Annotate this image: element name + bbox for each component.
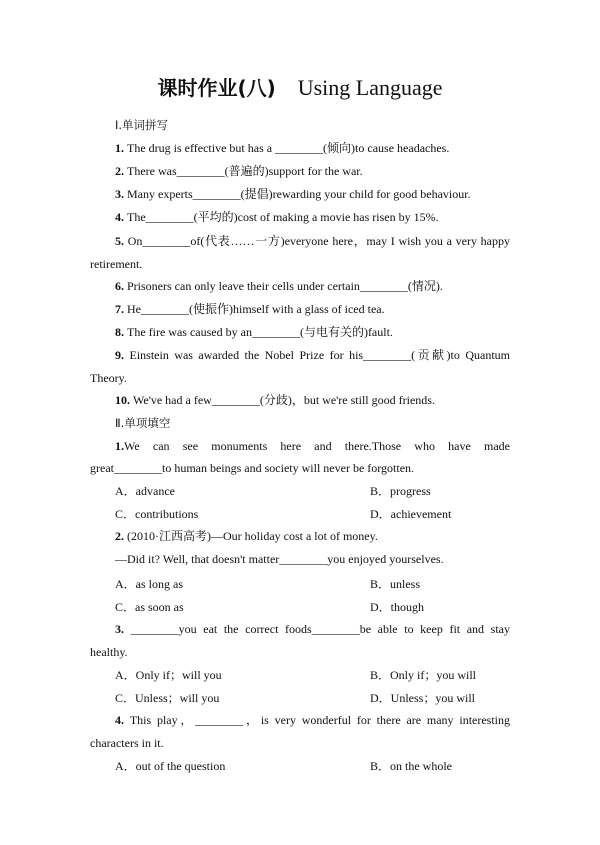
section-1-heading: Ⅰ.单词拼写 (115, 118, 169, 132)
list-item: 4. The________(平均的)cost of making a movie has risen by 15%. (115, 210, 439, 224)
option-d[interactable]: D．achievement (370, 507, 452, 521)
list-item: 1. The drug is effective but has a ________(倾向)to cause headaches. (115, 141, 450, 155)
option-c[interactable]: C．contributions (115, 507, 199, 521)
option-a[interactable]: A．Only if；will you (115, 668, 222, 682)
question-3-continuation: healthy. (90, 645, 128, 659)
option-c[interactable]: C．as soon as (115, 600, 184, 614)
option-c[interactable]: C．Unless；will you (115, 691, 220, 705)
list-item: 10. We've had a few________(分歧)，but we're still good friends. (115, 393, 435, 407)
question-1-continuation: great________to human beings and society will never be forgotten. (90, 461, 415, 475)
list-item: 6. Prisoners can only leave their cells under certain________(情况). (115, 279, 443, 293)
list-item: 9. Einstein was awarded the Nobel Prize for his________(贡献)to Quantum (115, 348, 510, 362)
title-chinese: 课时作业(八) (157, 76, 276, 100)
page-title (0, 72, 600, 101)
list-item-continuation: retirement. (90, 257, 143, 271)
section-2-heading: Ⅱ.单项填空 (115, 416, 171, 430)
question-3: 3. ________you eat the correct foods________be able to keep fit and stay (115, 622, 510, 636)
list-item: 7. He________(使振作)himself with a glass of iced tea. (115, 302, 385, 316)
option-a[interactable]: A．advance (115, 484, 175, 498)
option-b[interactable]: B．on the whole (370, 759, 452, 773)
list-item: 8. The fire was caused by an________(与电有关的)fault. (115, 325, 393, 339)
option-a[interactable]: A．as long as (115, 577, 183, 591)
question-4-continuation: characters in it. (90, 736, 164, 750)
question-2-continuation: —Did it? Well, that doesn't matter________you enjoyed yourselves. (115, 552, 444, 566)
option-b[interactable]: B．Only if；you will (370, 668, 477, 682)
title-english: Using Language (297, 75, 443, 100)
option-b[interactable]: B．progress (370, 484, 431, 498)
option-b[interactable]: B．unless (370, 577, 421, 591)
question-1: 1.We can see monuments here and there.Those who have made (115, 439, 510, 453)
list-item: 5. On________of(代表……一方)everyone here，may I wish you a very happy (115, 234, 510, 248)
list-item: 3. Many experts________(提倡)rewarding your child for good behaviour. (115, 187, 471, 201)
option-d[interactable]: D．though (370, 600, 425, 614)
option-d[interactable]: D．Unless；you will (370, 691, 476, 705)
question-2: 2. (2010·江西高考)—Our holiday cost a lot of money. (115, 529, 378, 543)
list-item-continuation: Theory. (90, 371, 127, 385)
question-4: 4. This play，________，is very wonderful for there are many interesting (115, 713, 511, 727)
option-a[interactable]: A．out of the question (115, 759, 226, 773)
list-item: 2. There was________(普遍的)support for the war. (115, 164, 363, 178)
